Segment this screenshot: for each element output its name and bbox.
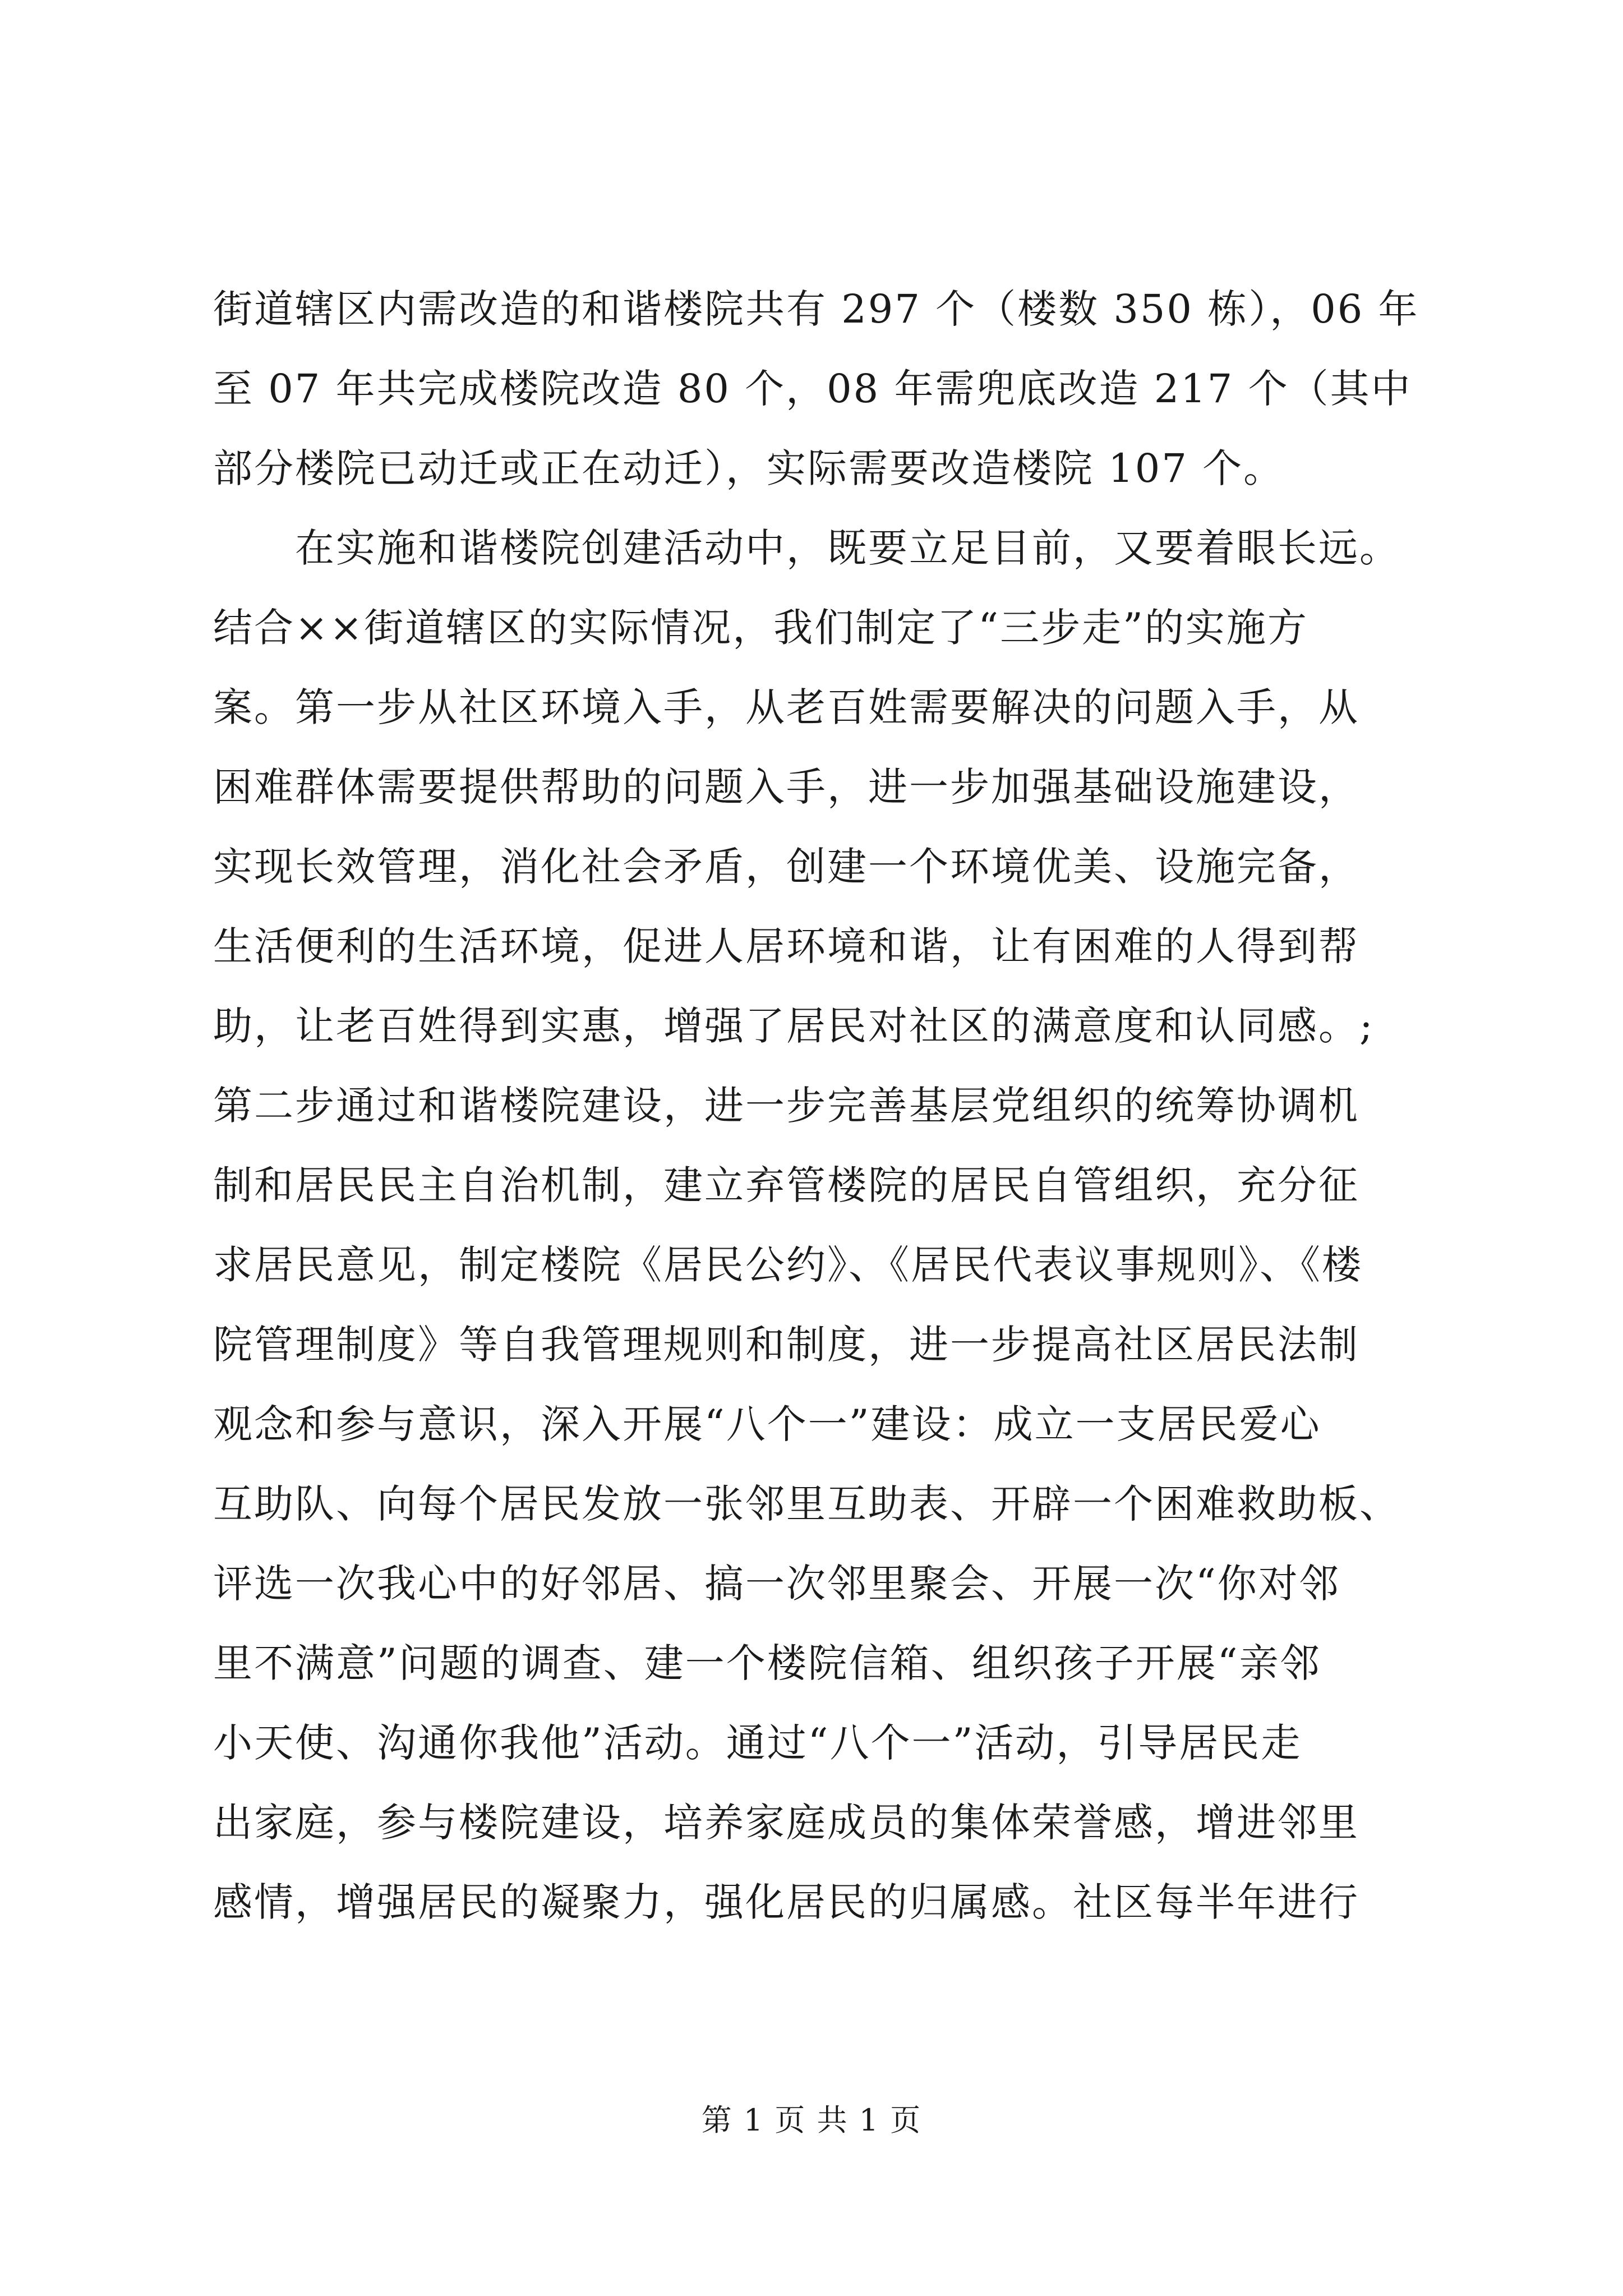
text-line: 院管理制度》等自我管理规则和制度，进一步提高社区居民法制 <box>213 1322 1359 1368</box>
text-line: 求居民意见，制定楼院《居民公约》、《居民代表议事规则》、《楼 <box>213 1242 1363 1288</box>
text-line: 在实施和谐楼院创建活动中，既要立足目前，又要着眼长远。 <box>213 525 1400 571</box>
text-line: 互助队、向每个居民发放一张邻里互助表、开辟一个困难救助板、 <box>213 1481 1400 1527</box>
text-line: 结合××街道辖区的实际情况，我们制定了“三步走”的实施方 <box>213 605 1308 651</box>
text-line: 评选一次我心中的好邻居、搞一次邻里聚会、开展一次“你对邻 <box>213 1561 1340 1607</box>
text-line: 里不满意”问题的调查、建一个楼院信箱、组织孩子开展“亲邻 <box>213 1640 1321 1686</box>
text-line: 街道辖区内需改造的和谐楼院共有 297 个（楼数 350 栋），06 年 <box>213 286 1419 332</box>
page-footer <box>0 2101 1623 2140</box>
text-line: 部分楼院已动迁或正在动迁），实际需要改造楼院 107 个。 <box>213 445 1285 491</box>
text-line: 观念和参与意识，深入开展“八个一”建设：成立一支居民爱心 <box>213 1401 1321 1447</box>
text-line: 感情，增强居民的凝聚力，强化居民的归属感。社区每半年进行 <box>213 1879 1359 1925</box>
document-body <box>213 269 1424 1942</box>
text-line: 制和居民民主自治机制，建立弃管楼院的居民自管组织，充分征 <box>213 1162 1359 1208</box>
text-line: 案。第一步从社区环境入手，从老百姓需要解决的问题入手，从 <box>213 684 1359 730</box>
text-line: 生活便利的生活环境，促进人居环境和谐，让有困难的人得到帮 <box>213 923 1359 969</box>
text-line: 出家庭，参与楼院建设，培养家庭成员的集体荣誉感，增进邻里 <box>213 1800 1359 1846</box>
text-line: 第二步通过和谐楼院建设，进一步完善基层党组织的统筹协调机 <box>213 1083 1359 1129</box>
text-line: 困难群体需要提供帮助的问题入手，进一步加强基础设施建设， <box>213 764 1359 810</box>
text-line: 助，让老百姓得到实惠，增强了居民对社区的满意度和认同感。; <box>213 1003 1375 1049</box>
text-line: 小天使、沟通你我他”活动。通过“八个一”活动，引导居民走 <box>213 1720 1302 1766</box>
text-line: 至 07 年共完成楼院改造 80 个，08 年需兜底改造 217 个（其中 <box>213 366 1412 412</box>
page-number: 第 1 页 共 1 页 <box>701 2102 922 2138</box>
text-line: 实现长效管理，消化社会矛盾，创建一个环境优美、设施完备， <box>213 844 1359 890</box>
